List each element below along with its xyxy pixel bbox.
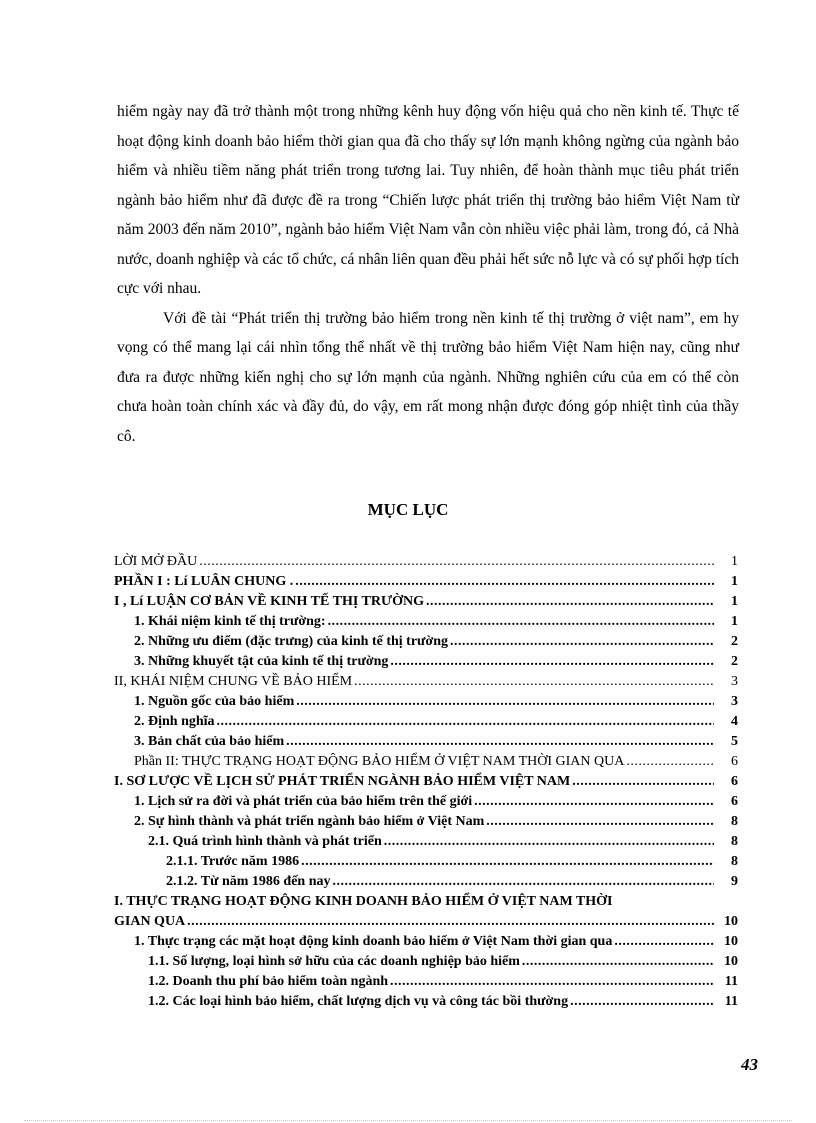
toc-row[interactable]	[114, 852, 738, 872]
toc-label: I , Lí LUẬN CƠ BẢN VỀ KINH TẾ THỊ TRƯỜNG	[114, 594, 425, 609]
intro-paragraph-1: hiểm ngày nay đã trở thành một trong những kênh huy động vốn hiệu quả cho nền kinh tế. Thực tế hoạt động kinh doanh bảo hiểm thời gian qua đã cho thấy sự lớn mạnh không ngừng của ngành bảo hiểm và nhiều tiềm năng phát triển trong tương lai. Tuy nhiên, để hoàn thành mục tiêu phát triển ngành bảo hiểm như đã được đề ra trong “Chiến lược phát triển thị trường bảo hiểm Việt Nam từ năm 2003 đến năm 2010”, ngành bảo hiểm Việt Nam vẫn còn nhiều việc phải làm, trong đó, cả Nhà nước, doanh nghiệp và các tổ chức, cá nhân liên quan đều phải hết sức nỗ lực và có sự phối hợp tích cực với nhau.	[117, 103, 739, 297]
toc-row[interactable]	[114, 712, 738, 732]
toc-label: 2.1.1. Trước năm 1986	[166, 854, 300, 869]
toc-label: 1.2. Doanh thu phí bảo hiểm toàn ngành	[148, 974, 389, 989]
toc-page: 6	[731, 754, 738, 769]
toc-row[interactable]	[114, 592, 738, 612]
toc-label: I. THỰC TRẠNG HOẠT ĐỘNG KINH DOANH BẢO HIỂM Ở VIỆT NAM THỜI	[114, 894, 613, 909]
toc-row[interactable]	[114, 772, 738, 792]
toc-page: 3	[731, 674, 738, 689]
toc-page: 2	[731, 654, 738, 669]
toc-label: 1. Nguồn gốc của bảo hiểm	[134, 694, 295, 709]
toc-label: 3. Những khuyết tật của kinh tế thị trường	[134, 654, 389, 669]
toc-label-continued: GIAN QUA	[114, 914, 186, 929]
toc-page: 8	[731, 854, 738, 869]
toc-title: MỤC LỤC	[367, 500, 449, 519]
toc-label: 1. Lịch sử ra đời và phát triển của bảo hiểm trên thế giới	[134, 794, 473, 809]
toc-label: 1. Khái niệm kinh tế thị trường:	[134, 614, 326, 629]
toc-page: 11	[724, 994, 738, 1009]
toc-page: 10	[724, 934, 738, 949]
toc-label: 1.2. Các loại hình bảo hiểm, chất lượng dịch vụ và công tác bồi thường	[148, 994, 569, 1009]
toc-page: 4	[731, 714, 738, 729]
toc-page: 8	[731, 814, 738, 829]
toc-row[interactable]	[114, 812, 738, 832]
toc-label: 2. Những ưu điểm (đặc trưng) của kinh tế thị trường	[134, 634, 448, 649]
toc-row[interactable]	[114, 652, 738, 672]
toc-row[interactable]	[114, 992, 738, 1012]
toc-label: 3. Bản chất của bảo hiểm	[134, 734, 285, 749]
table-of-contents	[114, 552, 738, 1012]
toc-label: 2. Sự hình thành và phát triển ngành bảo hiểm ở Việt Nam	[134, 814, 485, 829]
toc-row[interactable]	[114, 732, 738, 752]
toc-row[interactable]	[114, 612, 738, 632]
toc-row[interactable]	[114, 972, 738, 992]
toc-row[interactable]	[114, 892, 738, 932]
toc-page: 10	[724, 954, 738, 969]
toc-label: II, KHÁI NIỆM CHUNG VỀ BẢO HIỂM	[114, 674, 353, 689]
toc-label: 1.1. Số lượng, loại hình sở hữu của các doanh nghiệp bảo hiểm	[148, 954, 520, 969]
toc-page: 5	[731, 734, 738, 749]
toc-row[interactable]	[114, 692, 738, 712]
toc-page: 11	[724, 974, 738, 989]
toc-row[interactable]	[114, 672, 738, 692]
toc-label: LỜI MỞ ĐẦU	[114, 554, 198, 569]
toc-page: 3	[731, 694, 738, 709]
page-bottom-divider	[24, 1120, 792, 1121]
intro-text	[117, 97, 739, 451]
toc-page: 2	[731, 634, 738, 649]
toc-page: 1	[731, 594, 738, 609]
toc-page: 6	[731, 794, 738, 809]
toc-row[interactable]	[114, 932, 738, 952]
toc-row[interactable]	[114, 752, 738, 772]
toc-page: 1	[731, 614, 738, 629]
toc-label: 2.1. Quá trình hình thành và phát triển	[148, 834, 382, 849]
toc-page: 6	[731, 774, 738, 789]
toc-row[interactable]	[114, 572, 738, 592]
toc-row[interactable]	[114, 792, 738, 812]
toc-row[interactable]	[114, 952, 738, 972]
toc-label: Phần II: THỰC TRẠNG HOẠT ĐỘNG BẢO HIỂM Ở VIỆT NAM THỜI GIAN QUA	[134, 754, 625, 769]
toc-label: 1. Thực trạng các mặt hoạt động kinh doanh bảo hiểm ở Việt Nam thời gian qua	[134, 934, 613, 949]
toc-label: 2.1.2. Từ năm 1986 đến nay	[166, 874, 331, 889]
toc-label: PHẦN I : Lí LUÂN CHUNG .	[114, 574, 294, 589]
page-number: 43	[741, 1055, 758, 1074]
toc-label: 2. Định nghĩa	[134, 714, 215, 729]
toc-label: I. SƠ LƯỢC VỀ LỊCH SỬ PHÁT TRIỂN NGÀNH BẢO HIỂM VIỆT NAM	[114, 774, 571, 789]
toc-row[interactable]	[114, 552, 738, 572]
toc-page: 1	[731, 554, 738, 569]
toc-page: 1	[731, 574, 738, 589]
intro-paragraph-2: Với đề tài “Phát triển thị trường bảo hiểm trong nền kinh tế thị trường ở việt nam”, em hy vọng có thể mang lại cái nhìn tổng thể nhất về thị trường bảo hiểm Việt Nam hiện nay, cũng như đưa ra được những kiến nghị cho sự lớn mạnh của ngành. Những nghiên cứu của em có thể còn chưa hoàn toàn chính xác và đầy đủ, do vậy, em rất mong nhận được đóng góp nhiệt tình của thầy cô.	[117, 309, 739, 445]
toc-row[interactable]	[114, 832, 738, 852]
toc-row[interactable]	[114, 632, 738, 652]
toc-page: 8	[731, 834, 738, 849]
toc-row[interactable]	[114, 872, 738, 892]
toc-page: 10	[724, 914, 738, 929]
toc-page: 9	[731, 874, 738, 889]
